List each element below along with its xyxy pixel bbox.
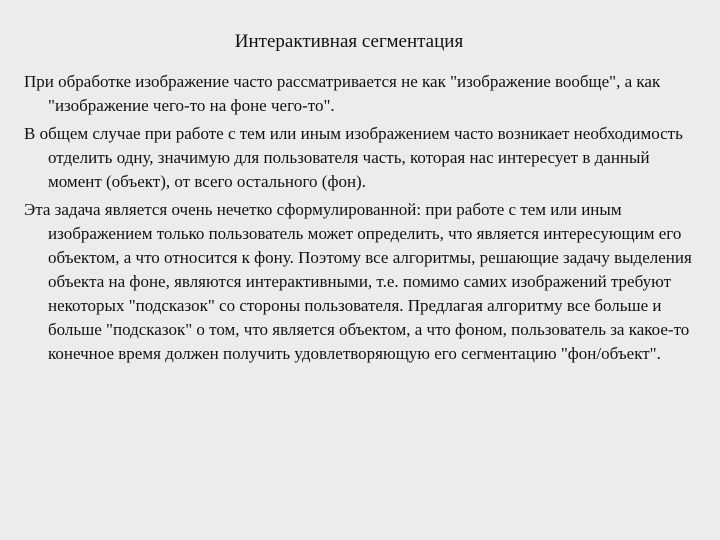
slide-title: Интерактивная сегментация bbox=[234, 31, 464, 52]
paragraph-1: При обработке изображение часто рассматривается не как "изображение вообще", а как "изображение чего-то на фоне чего-то". bbox=[24, 72, 661, 115]
paragraph-3: Эта задача является очень нечетко сформулированной: при работе с тем или иным изображением только пользователь может определить, что является интересующим его объектом, а что относится к фону. Поэтому все алгоритмы, решающие задачу выделения объекта на фоне, являются интерактивными, т.е. помимо самих изображений требуют некоторых "подсказок" со стороны пользователя. Предлагая алгоритму все больше и больше "подсказок" о том, что является объектом, а что фоном, пользователь за какое-то конечное время должен получить удовлетворяющую его сегментацию "фон/объект". bbox=[24, 200, 692, 363]
slide-body bbox=[24, 70, 696, 370]
paragraph-2: В общем случае при работе с тем или иным изображением часто возникает необходимость отделить одну, значимую для пользователя часть, которая нас интересует в данный момент (объект), от всего остального (фон). bbox=[24, 124, 683, 191]
